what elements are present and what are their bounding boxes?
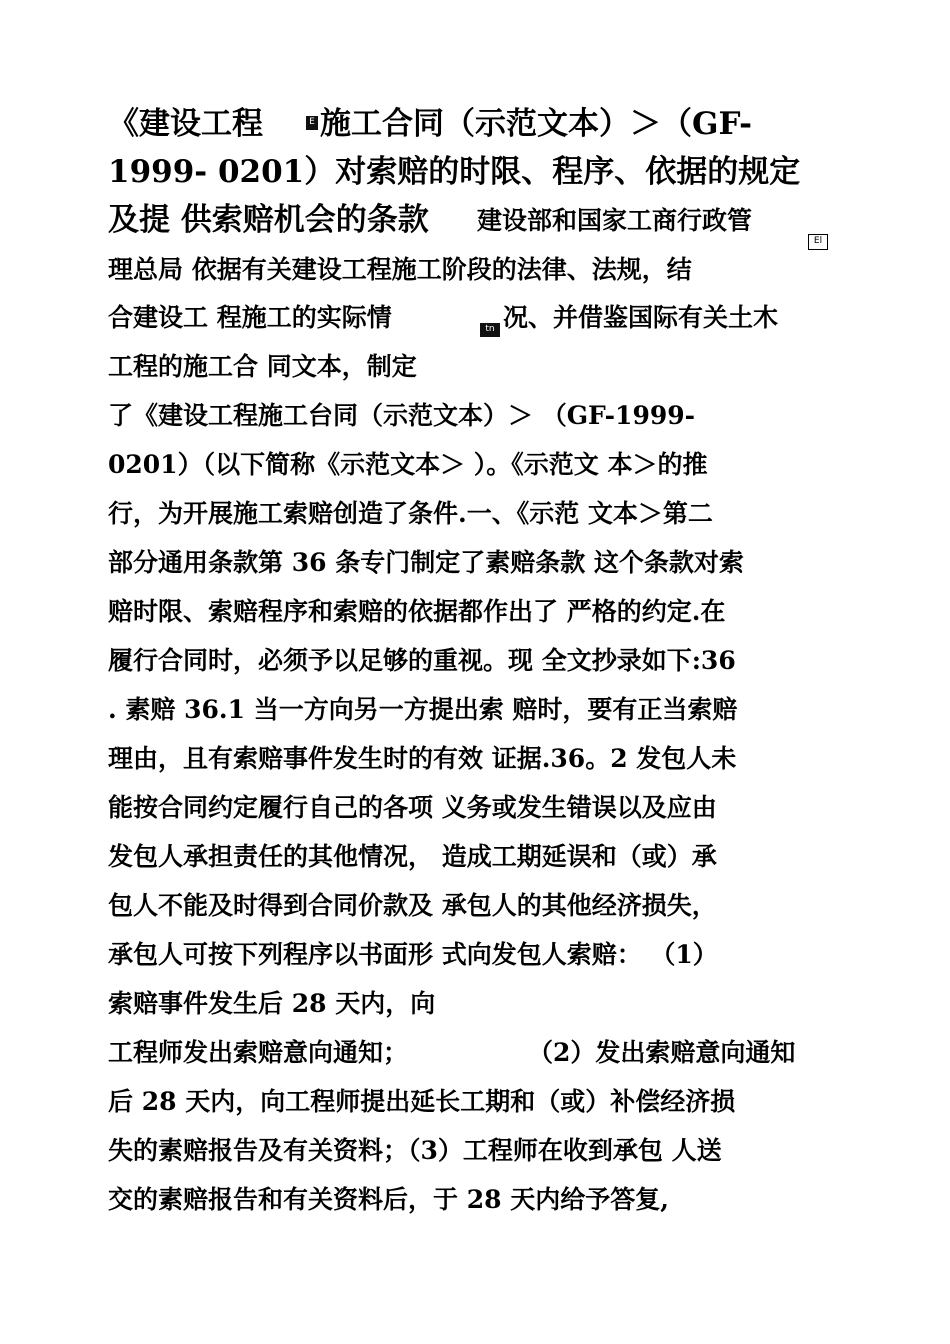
- ocr-artifact-marker: tn: [480, 323, 500, 337]
- body-line-21: 后 28 天内，向工程师提出延长工期和（或）补偿经济损: [108, 1087, 736, 1116]
- body-line-15: 能按合同约定履行自己的各项 义务或发生错误以及应由: [108, 793, 717, 822]
- body-line-13: . 素赔 36.1 当一方向另一方提出索 赔时，要有正当索赔: [108, 695, 738, 724]
- title-line-2: 1999- 0201）对索赔的时限、程序、依据的规定: [108, 154, 801, 190]
- body-line-6: 工程的施工合 同文本，制定: [108, 352, 417, 381]
- body-line-19: 索赔事件发生后 28 天内，向: [108, 989, 436, 1018]
- body-line-10: 部分通用条款第 36 条专门制定了素赔条款 这个条款对索: [108, 548, 744, 577]
- body-line-8: 0201）（以下简称《示范文本＞ ）。《示范文 本＞的推: [108, 450, 708, 479]
- body-line-5b: 况、并借鉴国际有关土木: [503, 303, 779, 332]
- ocr-artifact-marker: E: [306, 116, 318, 130]
- body-line-14: 理由，且有索赔事件发生时的有效 证据.36。2 发包人未: [108, 744, 737, 773]
- title-line-3a: 及提 供索赔机会的条款: [108, 202, 429, 238]
- body-line-17: 包人不能及时得到合同价款及 承包人的其他经济损失，: [108, 891, 717, 920]
- title-line-1b: 施工合同（示范文本）＞（GF-: [320, 106, 752, 142]
- body-line-16: 发包人承担责任的其他情况， 造成工期延误和（或）承: [108, 842, 717, 871]
- body-line-4: 理总局 依据有关建设工程施工阶段的法律、法规，结: [108, 255, 692, 284]
- body-line-3b: 建设部和国家工商行政管: [477, 206, 753, 235]
- body-line-5a: 合建设工 程施工的实际情: [108, 303, 392, 332]
- body-line-20b: （2）发出索赔意向通知: [528, 1038, 796, 1067]
- ocr-artifact-marker: El: [808, 234, 828, 250]
- body-line-22: 失的素赔报告及有关资料；（3）工程师在收到承包 人送: [108, 1136, 722, 1165]
- body-line-7: 了《建设工程施工台同（示范文本）＞ （GF-1999-: [108, 401, 696, 430]
- body-line-23: 交的素赔报告和有关资料后，于 28 天内给予答复,: [108, 1185, 669, 1214]
- body-line-20a: 工程师发出索赔意向通知；: [108, 1038, 409, 1067]
- body-line-11: 赔时限、索赔程序和索赔的依据都作出了 严格的约定.在: [108, 597, 726, 626]
- body-line-12: 履行合同时，必须予以足够的重视。现 全文抄录如下:36: [108, 646, 736, 675]
- body-line-18: 承包人可按下列程序以书面形 式向发包人索赔： （1）: [108, 940, 718, 969]
- title-line-1a: 《建设工程: [108, 106, 263, 142]
- body-line-9: 行，为开展施工索赔创造了条件.一、《示范 文本＞第二: [108, 499, 713, 528]
